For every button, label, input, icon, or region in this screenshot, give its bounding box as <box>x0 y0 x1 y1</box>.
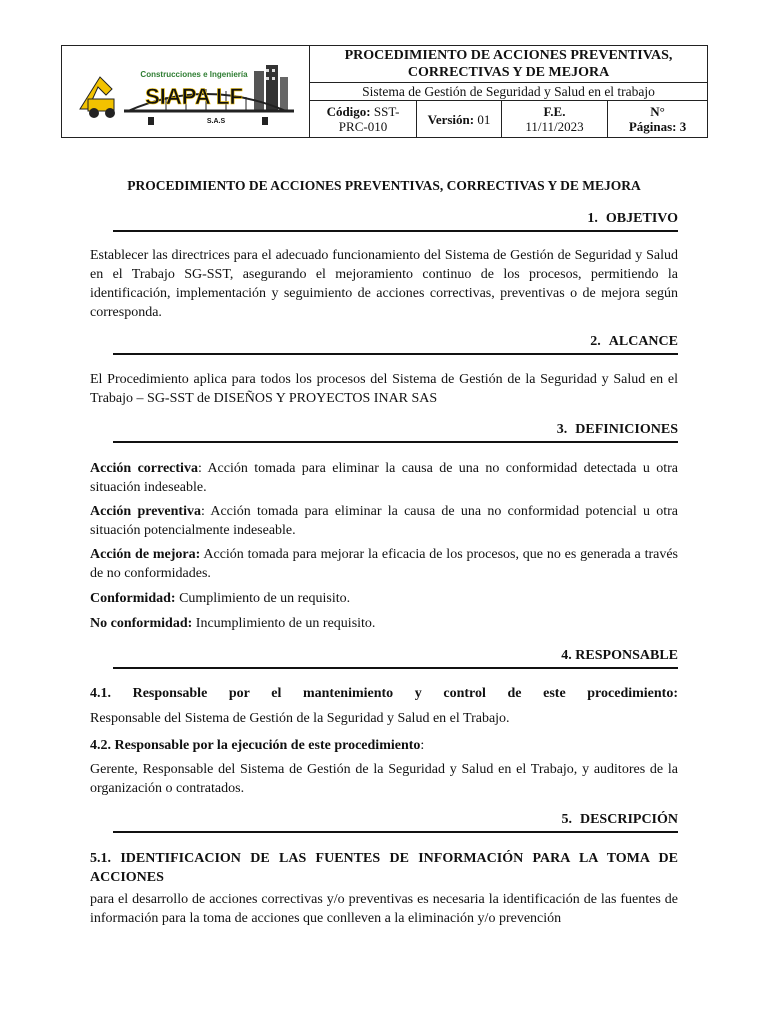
responsable-heading-1: 4.1. Responsable por el mantenimiento y control de este procedimiento: <box>90 686 678 701</box>
section-heading-descripcion: 5. DESCRIPCIÓN <box>113 812 678 833</box>
definition-item: No conformidad: Incumplimiento de un requisito. <box>90 616 376 631</box>
header-fe: F.E. 11/11/2023 <box>502 101 608 138</box>
header-pages: N° Páginas: 3 <box>608 101 708 138</box>
section-heading-alcance: 2. ALCANCE <box>113 334 678 355</box>
definition-item: Conformidad: Cumplimiento de un requisito. <box>90 591 351 606</box>
svg-text:SIAPA LF: SIAPA LF <box>144 84 243 109</box>
document-header <box>61 45 708 138</box>
siapa-logo-icon <box>66 47 306 133</box>
header-code: Código: SST-PRC-010 <box>310 101 417 138</box>
alcance-text: El Procedimiento aplica para todos los procesos del Sistema de Gestión de la Seguridad y Salud en el Trabajo – SG-SST de DISEÑOS Y PROYECTOS INAR SAS <box>90 372 678 406</box>
descripcion-text: para el desarrollo de acciones correctivas y/o preventivas es necesaria la identificación de las fuentes de información para la toma de acciones que conlleven a la eliminación y/o prevención <box>90 892 678 926</box>
responsable-text-1: Responsable del Sistema de Gestión de la Seguridad y Salud en el Trabajo. <box>90 711 510 726</box>
subsection-heading-5-1: 5.1. IDENTIFICACION DE LAS FUENTES DE INFORMACIÓN PARA LA TOMA DE ACCIONES <box>90 851 678 885</box>
definition-item: Acción preventiva: Acción tomada para eliminar la causa de una no conformidad potencial u otra situación potencialmente indeseable. <box>90 504 678 538</box>
responsable-text-2: Gerente, Responsable del Sistema de Gestión de la Seguridad y Salud en el Trabajo, y auditores de la organización o contratados. <box>90 762 678 796</box>
section-heading-responsable: 4. RESPONSABLE <box>113 648 678 669</box>
section-heading-objetivo: 1. OBJETIVO <box>113 211 678 232</box>
responsable-heading-2: 4.2. Responsable por la ejecución de este procedimiento: <box>90 738 425 753</box>
header-title: PROCEDIMIENTO DE ACCIONES PREVENTIVAS, CORRECTIVAS Y DE MEJORA <box>310 46 708 83</box>
header-subtitle: Sistema de Gestión de Seguridad y Salud en el trabajo <box>310 83 708 101</box>
company-logo <box>62 46 310 138</box>
objetivo-text: Establecer las directrices para el adecuado funcionamiento del Sistema de Gestión de Seguridad y Salud en el Trabajo SG-SST, asegurando el mejoramiento continuo de los procesos, permitiendo la identificación, implementación y seguimiento de acciones correctivas, preventivas o de mejora según corresponda. <box>90 248 678 320</box>
definition-item: Acción de mejora: Acción tomada para mejorar la eficacia de los procesos, que no es generada a través de no conformidades. <box>90 547 679 581</box>
header-version: Versión: 01 <box>417 101 502 138</box>
svg-text:Construcciones e Ingeniería: Construcciones e Ingeniería <box>139 70 248 79</box>
svg-text:S.A.S: S.A.S <box>206 118 225 125</box>
definition-item: Acción correctiva: Acción tomada para eliminar la causa de una no conformidad detectada u otra situación indeseable. <box>90 461 678 495</box>
document-title: PROCEDIMIENTO DE ACCIONES PREVENTIVAS, CORRECTIVAS Y DE MEJORA <box>127 178 641 193</box>
section-heading-definiciones: 3. DEFINICIONES <box>113 422 678 443</box>
